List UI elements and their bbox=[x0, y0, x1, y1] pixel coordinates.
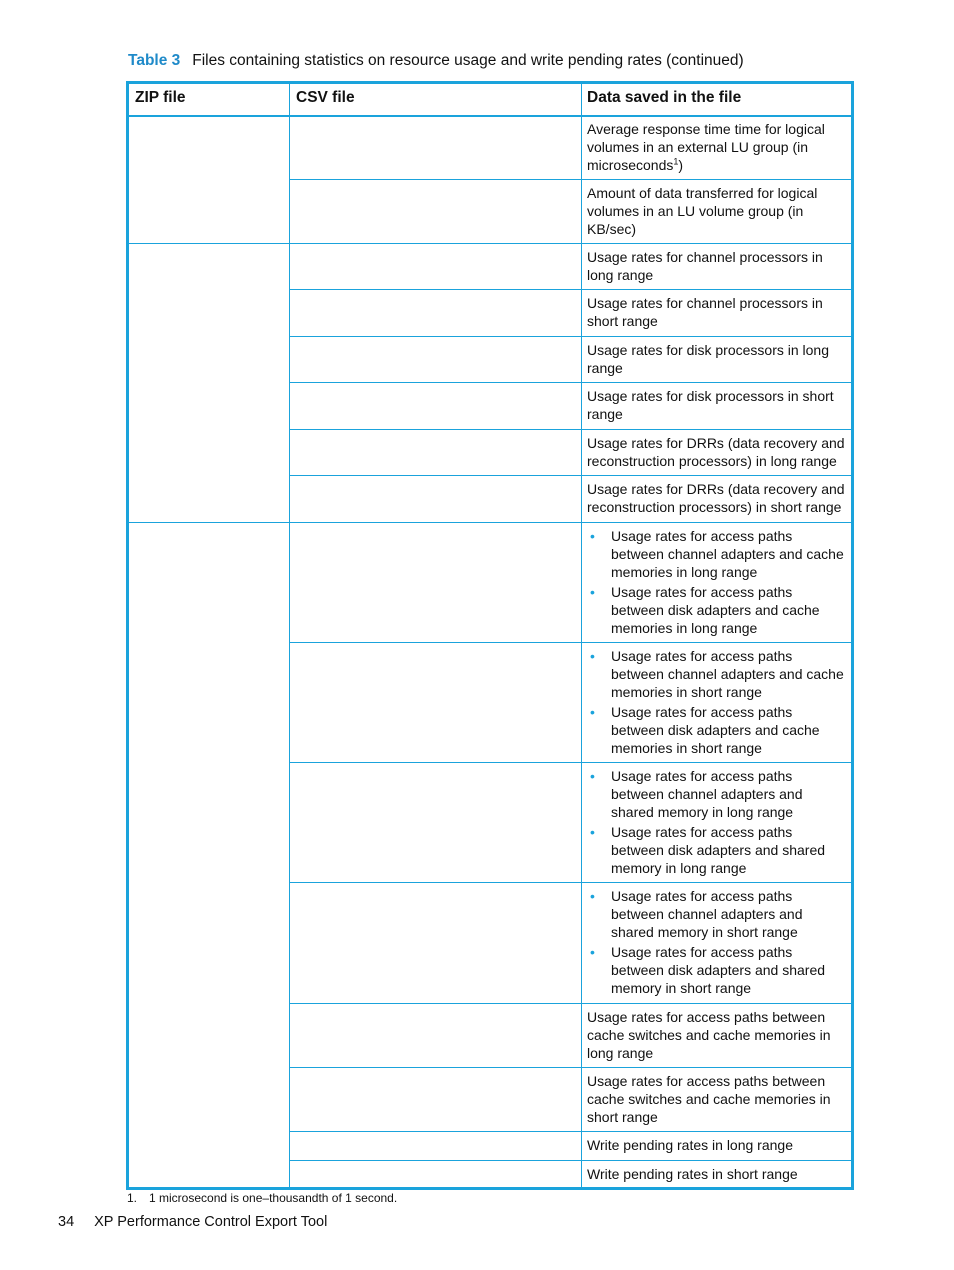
row-divider bbox=[289, 429, 851, 430]
data-cell: Usage rates for channel processors in short range bbox=[587, 295, 823, 329]
data-cell bbox=[587, 767, 849, 877]
row-divider bbox=[289, 1131, 851, 1132]
data-cell: Usage rates for DRRs (data recovery and reconstruction processors) in long range bbox=[587, 435, 845, 469]
bullet-text: Usage rates for access paths between channel adapters and cache memories in long range bbox=[611, 528, 844, 580]
data-cell: Write pending rates in long range bbox=[587, 1137, 793, 1153]
bullet-text: Usage rates for access paths between disk adapters and cache memories in long range bbox=[611, 584, 820, 636]
data-cell: Write pending rates in short range bbox=[587, 1166, 798, 1182]
bullet-icon: • bbox=[590, 584, 595, 600]
bullet-item bbox=[587, 647, 849, 701]
data-cell: Usage rates for DRRs (data recovery and reconstruction processors) in short range bbox=[587, 481, 845, 515]
row-divider bbox=[289, 642, 851, 643]
statistics-table bbox=[126, 81, 854, 1190]
bullet-icon: • bbox=[590, 528, 595, 544]
page-number: 34 bbox=[58, 1214, 75, 1230]
footnote-number: 1. bbox=[127, 1191, 138, 1205]
bullet-icon: • bbox=[590, 944, 595, 960]
bullet-item bbox=[587, 823, 849, 877]
row-divider bbox=[289, 1067, 851, 1068]
cell-text-end: ) bbox=[678, 157, 684, 173]
data-cell bbox=[587, 647, 849, 757]
row-divider bbox=[289, 1003, 851, 1004]
data-cell: Usage rates for disk processors in long range bbox=[587, 342, 829, 376]
data-cell: Amount of data transferred for logical volumes in an LU volume group (in KB/sec) bbox=[587, 185, 818, 237]
bullet-text: Usage rates for access paths between disk adapters and shared memory in long range bbox=[611, 824, 826, 876]
data-cell: Usage rates for disk processors in short range bbox=[587, 388, 834, 422]
bullet-item bbox=[587, 887, 849, 941]
header-csv-file: CSV file bbox=[296, 89, 355, 106]
bullet-item bbox=[587, 943, 849, 997]
row-divider bbox=[289, 179, 851, 180]
cell-text: Average response time time for logical volumes in an external LU group (in microseconds bbox=[587, 121, 825, 173]
header-data-saved: Data saved in the file bbox=[587, 89, 742, 106]
table-title: Files containing statistics on resource usage and write pending rates (continued) bbox=[192, 52, 744, 69]
row-divider bbox=[289, 289, 851, 290]
footnote bbox=[127, 1191, 397, 1205]
bullet-item bbox=[587, 527, 849, 581]
bullet-item bbox=[587, 767, 849, 821]
bullet-text: Usage rates for access paths between channel adapters and cache memories in short range bbox=[611, 648, 844, 700]
bullet-text: Usage rates for access paths between disk adapters and shared memory in short range bbox=[611, 944, 826, 996]
table-label: Table 3 bbox=[128, 52, 181, 69]
page-footer bbox=[58, 1214, 327, 1230]
data-cell bbox=[587, 527, 849, 637]
column-divider bbox=[289, 84, 290, 1187]
bullet-icon: • bbox=[590, 768, 595, 784]
header-divider bbox=[129, 115, 851, 117]
document-title: XP Performance Control Export Tool bbox=[94, 1214, 328, 1230]
bullet-icon: • bbox=[590, 704, 595, 720]
data-cell bbox=[587, 120, 849, 174]
footnote-ref: 1 bbox=[673, 156, 679, 167]
row-divider bbox=[289, 882, 851, 883]
row-divider bbox=[289, 382, 851, 383]
row-divider bbox=[289, 762, 851, 763]
bullet-item bbox=[587, 583, 849, 637]
bullet-icon: • bbox=[590, 888, 595, 904]
column-divider bbox=[581, 84, 582, 1187]
row-divider bbox=[289, 1160, 851, 1161]
bullet-text: Usage rates for access paths between channel adapters and shared memory in short range bbox=[611, 888, 803, 940]
bullet-icon: • bbox=[590, 824, 595, 840]
row-divider bbox=[129, 522, 851, 523]
bullet-item bbox=[587, 703, 849, 757]
data-cell: Usage rates for channel processors in long range bbox=[587, 249, 823, 283]
row-divider bbox=[289, 336, 851, 337]
bullet-text: Usage rates for access paths between channel adapters and shared memory in long range bbox=[611, 768, 803, 820]
data-cell: Usage rates for access paths between cache switches and cache memories in short range bbox=[587, 1073, 831, 1125]
row-divider bbox=[129, 243, 851, 244]
data-cell: Usage rates for access paths between cache switches and cache memories in long range bbox=[587, 1009, 831, 1061]
bullet-text: Usage rates for access paths between disk adapters and cache memories in short range bbox=[611, 704, 820, 756]
row-divider bbox=[289, 475, 851, 476]
data-cell bbox=[587, 887, 849, 997]
footnote-text: 1 microsecond is one–thousandth of 1 second. bbox=[149, 1191, 398, 1205]
table-caption bbox=[128, 52, 744, 70]
header-zip-file: ZIP file bbox=[135, 89, 186, 106]
bullet-icon: • bbox=[590, 648, 595, 664]
